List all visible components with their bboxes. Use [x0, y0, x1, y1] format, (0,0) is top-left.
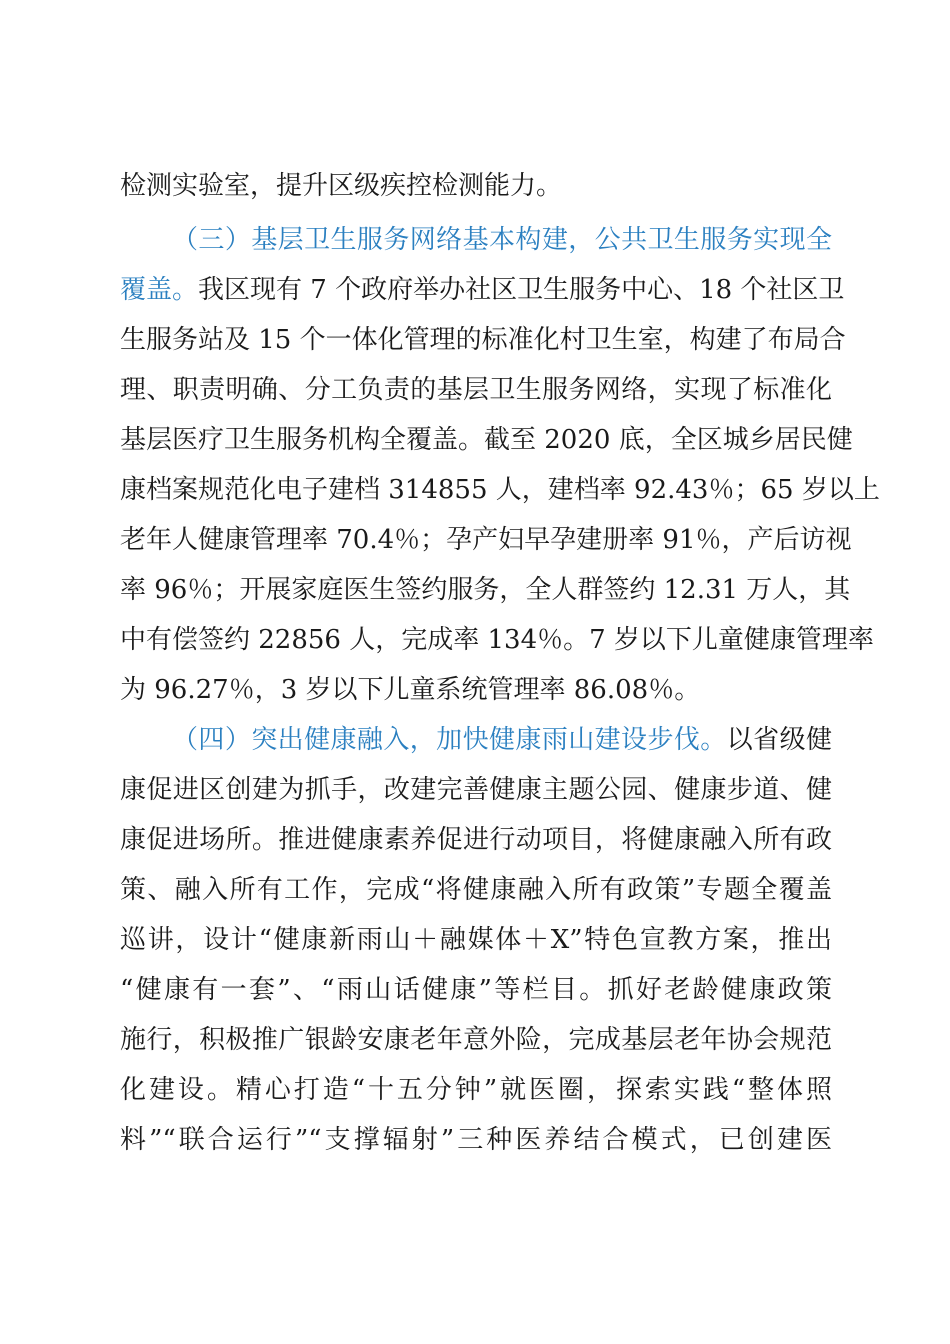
- section-heading-3: （三）基层卫生服务网络基本构建，公共卫生服务实现全: [172, 225, 832, 255]
- paragraph-line: 策、融入所有工作，完成“将健康融入所有政策”专题全覆盖: [120, 875, 832, 905]
- paragraph-line: 康促进区创建为抓手，改建完善健康主题公园、健康步道、健: [120, 775, 832, 805]
- paragraph-text: 我区现有 7 个政府举办社区卫生服务中心、18 个社区卫: [198, 275, 845, 305]
- paragraph-line: 检测实验室，提升区级疾控检测能力。: [120, 171, 563, 201]
- paragraph-line: 施行，积极推广银龄安康老年意外险，完成基层老年协会规范: [120, 1025, 832, 1055]
- paragraph-line: 料”“联合运行”“支撑辐射”三种医养结合模式，已创建医: [120, 1125, 832, 1155]
- section-heading-4: （四）突出健康融入，加快健康雨山建设步伐。: [172, 725, 727, 755]
- paragraph-line: 康促进场所。推进健康素养促进行动项目，将健康融入所有政: [120, 825, 832, 855]
- paragraph-line: [120, 272, 845, 308]
- paragraph-line: 基层医疗卫生服务机构全覆盖。截至 2020 底，全区城乡居民健: [120, 425, 853, 455]
- paragraph-line: 老年人健康管理率 70.4％；孕产妇早孕建册率 91％，产后访视: [120, 525, 852, 555]
- paragraph-line: 为 96.27％，3 岁以下儿童系统管理率 86.08％。: [120, 675, 701, 705]
- paragraph-text: 以省级健: [726, 725, 832, 755]
- paragraph-line: 生服务站及 15 个一体化管理的标准化村卫生室，构建了布局合: [120, 325, 846, 355]
- paragraph-line: 率 96％；开展家庭医生签约服务，全人群签约 12.31 万人，其: [120, 575, 851, 605]
- paragraph-line: 康档案规范化电子建档 314855 人，建档率 92.43％；65 岁以上: [120, 475, 880, 505]
- paragraph-line: 巡讲，设计“健康新雨山＋融媒体＋X”特色宣教方案，推出: [120, 925, 832, 955]
- paragraph-line: “健康有一套”、“雨山话健康”等栏目。抓好老龄健康政策: [120, 975, 832, 1005]
- paragraph-line: 理、职责明确、分工负责的基层卫生服务网络，实现了标准化: [120, 375, 832, 405]
- paragraph-line: [172, 722, 832, 758]
- paragraph-line: 化建设。精心打造“十五分钟”就医圈，探索实践“整体照: [120, 1075, 832, 1105]
- paragraph-line: 中有偿签约 22856 人，完成率 134％。7 岁以下儿童健康管理率: [120, 625, 874, 655]
- section-heading-3-tail: 覆盖。: [120, 275, 199, 305]
